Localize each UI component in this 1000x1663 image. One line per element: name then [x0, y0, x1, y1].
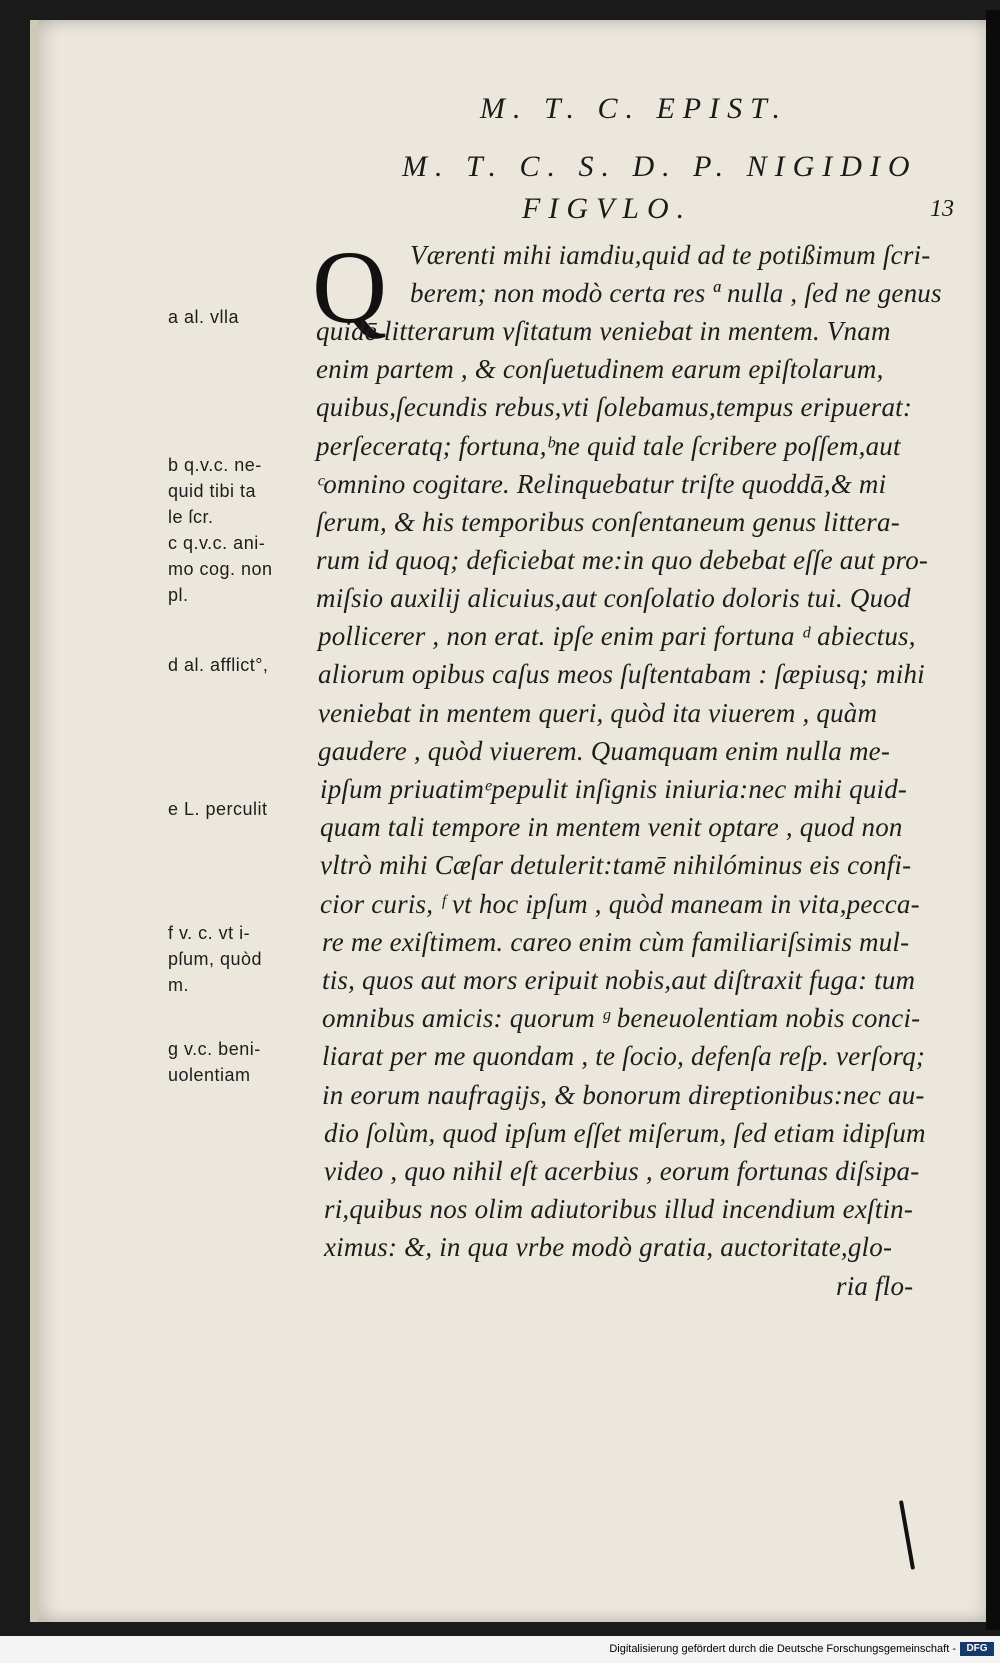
margin-note-c: c q.v.c. ani- mo cog. non pl. [168, 533, 273, 605]
text-line: enim partem , & conſuetudinem earum epiſtolarum, [316, 354, 884, 384]
text-line: liarat per me quondam , te ſocio, defenſa reſp. verſorq; [322, 1041, 926, 1071]
text-line: ſerum, & his temporibus conſentaneum genus littera- [316, 507, 900, 537]
text-line: video , quo nihil eſt acerbius , eorum fortunas diſsipa- [324, 1156, 920, 1186]
text-line: quam tali tempore in mentem venit optare , quod non [320, 812, 903, 842]
margin-note-e: e L. perculit [168, 799, 268, 819]
text-line: berem; non modò certa res ª nulla , ſed ne genus [410, 278, 942, 308]
text-line: dio ſolùm, quod ipſum eſſet miſerum, ſed etiam idipſum [324, 1118, 926, 1148]
dfg-logo-icon: DFG [960, 1642, 994, 1656]
text-line: re me exiſtimem. careo enim cùm familiariſsimis mul- [322, 927, 910, 957]
text-line: ximus: &, in qua vrbe modò gratia, auctoritate,glo- [324, 1232, 893, 1262]
page-edge-shadow [986, 10, 1000, 1630]
text-line: gaudere , quòd viuerem. Quamquam enim nulla me- [318, 736, 891, 766]
text-line: rum id quoq; deficiebat me:in quo debebat eſſe aut pro- [316, 545, 929, 575]
text-line: vltrò mihi Cæſar detulerit:tamē nihilóminus eis confi- [320, 850, 912, 880]
text-line: quidē litterarum vſitatum veniebat in mentem. Vnam [316, 316, 891, 346]
text-line: tis, quos aut mors eripuit nobis,aut diſtraxit fuga: tum [322, 965, 916, 995]
text-line: veniebat in mentem queri, quòd ita viuerem , quàm [318, 698, 878, 728]
margin-note-b: b q.v.c. ne- quid tibi ta le ſcr. [168, 455, 262, 527]
letter-title-line-2: FIGVLO. [522, 192, 693, 225]
text-line: ri,quibus nos olim adiutoribus illud incendium exſtin- [324, 1194, 914, 1224]
margin-note-f: f v. c. vt i- pſum, quòd m. [168, 923, 263, 995]
margin-note-g: g v.c. beni- uolentiam [168, 1039, 261, 1085]
text-line: ipſum priuatimᵉpepulit inſignis iniuria:nec mihi quid- [320, 774, 908, 804]
text-line: in eorum naufragijs, & bonorum direptionibus:nec au- [322, 1080, 925, 1110]
text-line: pollicerer , non erat. ipſe enim pari fortuna ᵈ abiectus, [318, 621, 916, 651]
digitization-credit: Digitalisierung gefördert durch die Deutsche Forschungsgemeinschaft - [609, 1643, 956, 1655]
page-number: 13 [930, 196, 954, 222]
text-line: cior curis, ᶠ vt hoc ipſum , quòd maneam in vita,pecca- [320, 889, 920, 919]
text-line: Værenti mihi iamdiu,quid ad te potißimum ſcri- [410, 240, 931, 270]
drop-cap-initial: Q [312, 230, 388, 345]
text-line: aliorum opibus caſus meos ſuſtentabam : ſæpiusq; mihi [318, 659, 925, 689]
text-line: omnibus amicis: quorum ᵍ beneuolentiam nobis conci- [322, 1003, 921, 1033]
text-line: ᶜomnino cogitare. Relinquebatur triſte quoddā,& mi [316, 469, 887, 499]
text-line: perſeceratq; fortuna,ᵇne quid tale ſcribere poſſem,aut [316, 431, 901, 461]
text-line: miſsio auxilij alicuius,aut conſolatio doloris tui. Quod [316, 583, 911, 613]
catchword: ria flo- [836, 1271, 914, 1301]
running-head: M. T. C. EPIST. [480, 92, 789, 125]
letter-title-line-1: M. T. C. S. D. P. NIGIDIO [402, 150, 918, 183]
text-line: quibus,ſecundis rebus,vti ſolebamus,tempus eripuerat: [316, 392, 913, 422]
margin-note-d: d al. afflict°, [168, 655, 269, 675]
margin-note-a: a al. vlla [168, 307, 240, 327]
